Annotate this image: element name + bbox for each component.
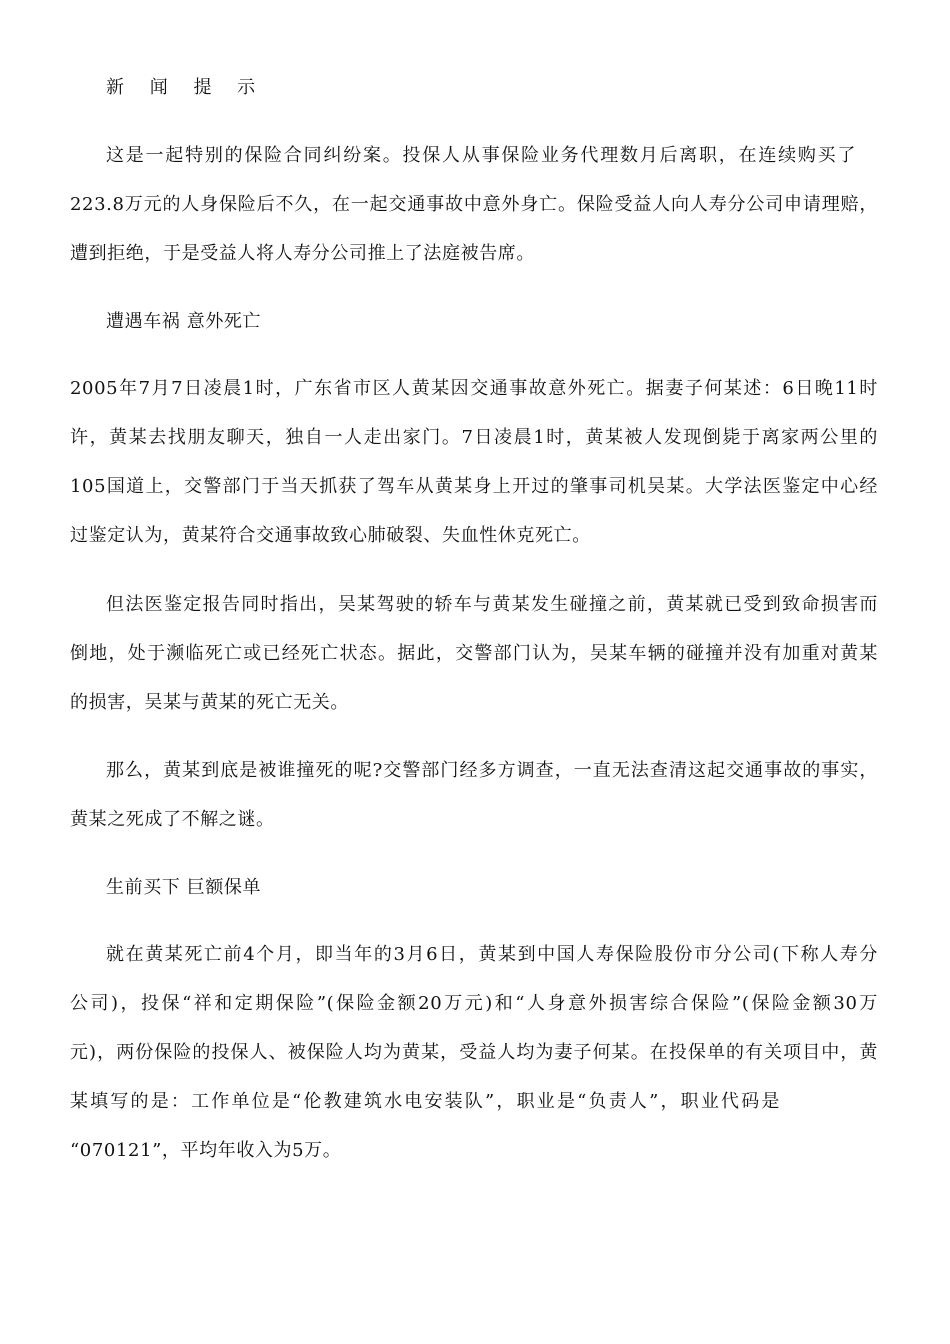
paragraph-line: 公司)，投保“祥和定期保险”(保险金额20万元)和“人身意外损害综合保险”(保险金额30万 xyxy=(70,993,878,1014)
paragraph-line: 某填写的是：工作单位是“伦教建筑水电安装队”，职业是“负责人”，职业代码是 xyxy=(70,1091,780,1112)
paragraph-line: 过鉴定认为，黄某符合交通事故致心肺破裂、失血性休克死亡。 xyxy=(70,525,591,546)
paragraph-line: 2005年7月7日凌晨1时，广东省市区人黄某因交通事故意外死亡。据妻子何某述：6日晚11时 xyxy=(70,378,878,399)
paragraph-line: 那么，黄某到底是被谁撞死的呢?交警部门经多方调查，一直无法查清这起交通事故的事实， xyxy=(106,760,878,781)
paragraph-line: 黄某之死成了不解之谜。 xyxy=(70,809,275,830)
paragraph-line: “070121”，平均年收入为5万。 xyxy=(70,1140,342,1161)
section-heading: 遭遇车祸 意外死亡 xyxy=(106,311,262,332)
paragraph-line: 许，黄某去找朋友聊天，独自一人走出家门。7日凌晨1时，黄某被人发现倒毙于离家两公里的 xyxy=(70,427,878,448)
paragraph-line: 的损害，吴某与黄某的死亡无关。 xyxy=(70,692,349,713)
news-tip-heading: 新 闻 提 示 xyxy=(106,77,266,98)
paragraph-line: 就在黄某死亡前4个月，即当年的3月6日，黄某到中国人寿保险股份市分公司(下称人寿分 xyxy=(106,944,878,965)
paragraph-line: 但法医鉴定报告同时指出，吴某驾驶的轿车与黄某发生碰撞之前，黄某就已受到致命损害而 xyxy=(106,594,878,615)
paragraph-line: 这是一起特别的保险合同纠纷案。投保人从事保险业务代理数月后离职，在连续购买了 xyxy=(106,145,856,166)
section-heading: 生前买下 巨额保单 xyxy=(106,877,262,898)
paragraph-line: 223.8万元的人身保险后不久，在一起交通事故中意外身亡。保险受益人向人寿分公司申请理赔， xyxy=(70,194,878,215)
paragraph-line: 105国道上，交警部门于当天抓获了驾车从黄某身上开过的肇事司机吴某。大学法医鉴定中心经 xyxy=(70,476,878,497)
paragraph-line: 遭到拒绝，于是受益人将人寿分公司推上了法庭被告席。 xyxy=(70,243,535,264)
paragraph-line: 倒地，处于濒临死亡或已经死亡状态。据此，交警部门认为，吴某车辆的碰撞并没有加重对黄某 xyxy=(70,643,878,664)
paragraph-line: 元)，两份保险的投保人、被保险人均为黄某，受益人均为妻子何某。在投保单的有关项目中，黄 xyxy=(70,1042,878,1063)
